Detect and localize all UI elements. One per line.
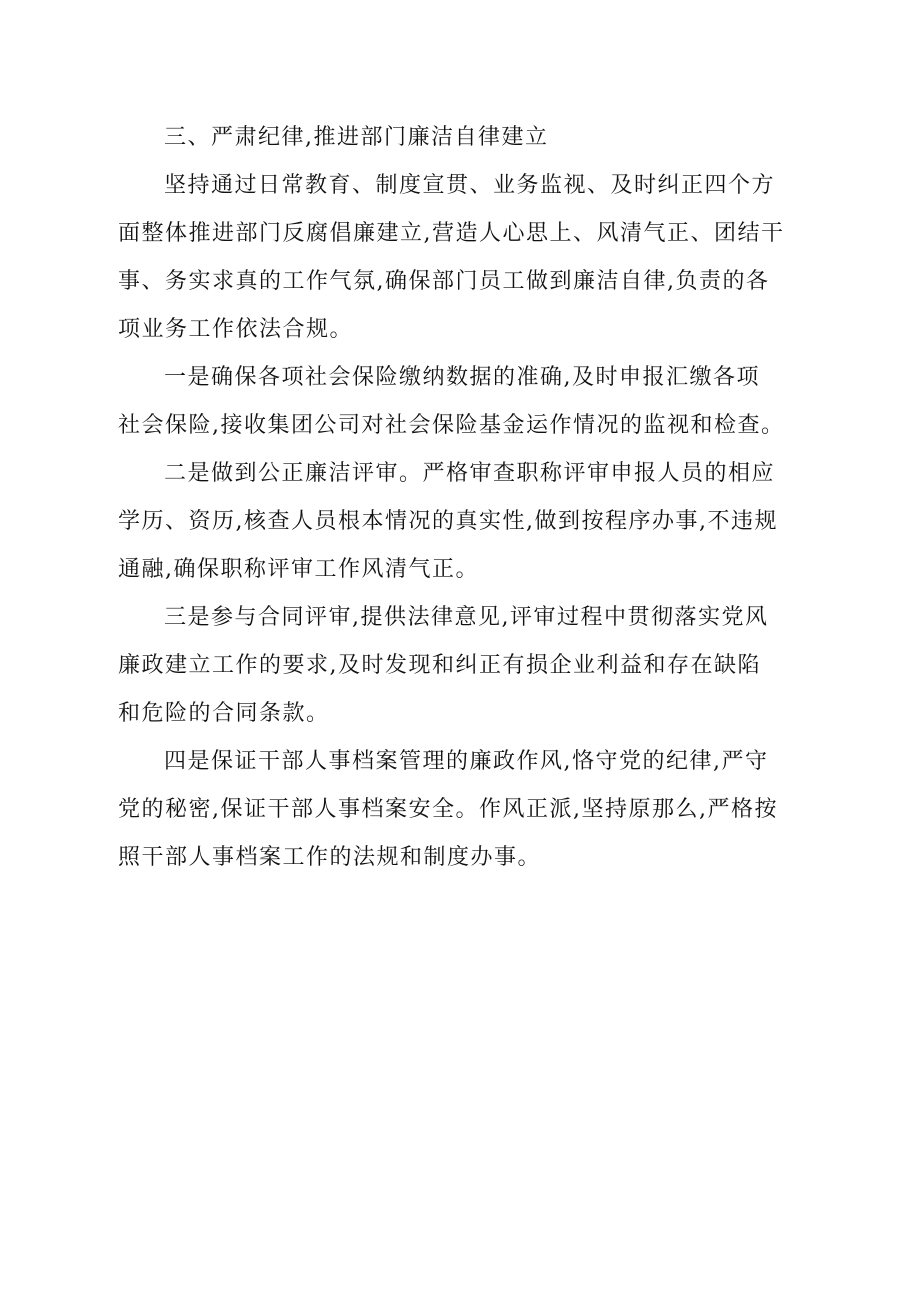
section-heading: 三、严肃纪律,推进部门廉洁自律建立: [164, 125, 549, 150]
paragraph-point-4: [118, 738, 808, 882]
paragraph-line: 四是保证干部人事档案管理的廉政作风,恪守党的纪律,严守: [164, 749, 769, 774]
paragraph-line: 二是做到公正廉洁评审。严格审查职称评审申报人员的相应: [164, 461, 776, 486]
paragraph-line: 坚持通过日常教育、制度宣贯、业务监视、及时纠正四个方: [164, 173, 776, 198]
paragraph-line: 通融,确保职称评审工作风清气正。: [118, 557, 479, 582]
paragraph-line: 党的秘密,保证干部人事档案安全。作风正派,坚持原那么,严格按: [118, 797, 778, 822]
paragraph-line: 照干部人事档案工作的法规和制度办事。: [118, 845, 542, 870]
paragraph-line: 一是确保各项社会保险缴纳数据的准确,及时申报汇缴各项: [164, 365, 760, 390]
paragraph-line: 社会保险,接收集团公司对社会保险基金运作情况的监视和检查。: [118, 413, 785, 438]
paragraph-point-3: [118, 594, 808, 738]
document-body: [118, 114, 808, 882]
paragraph-point-1: [118, 354, 808, 450]
paragraph-line: 学历、资历,核查人员根本情况的真实性,做到按程序办事,不违规: [118, 509, 778, 534]
paragraph-intro: [118, 162, 808, 354]
paragraph-line: 和危险的合同条款。: [118, 701, 330, 726]
paragraph-line: 项业务工作依法合规。: [118, 317, 354, 342]
paragraph-point-2: [118, 450, 808, 594]
paragraph-line: 面整体推进部门反腐倡廉建立,营造人心思上、风清气正、团结干: [118, 221, 785, 246]
paragraph-line: 廉政建立工作的要求,及时发现和纠正有损企业利益和存在缺陷: [118, 653, 761, 678]
paragraph-line: 三是参与合同评审,提供法律意见,评审过程中贯彻落实党风: [164, 605, 769, 630]
paragraph-line: 事、务实求真的工作气氛,确保部门员工做到廉洁自律,负责的各: [118, 269, 770, 294]
